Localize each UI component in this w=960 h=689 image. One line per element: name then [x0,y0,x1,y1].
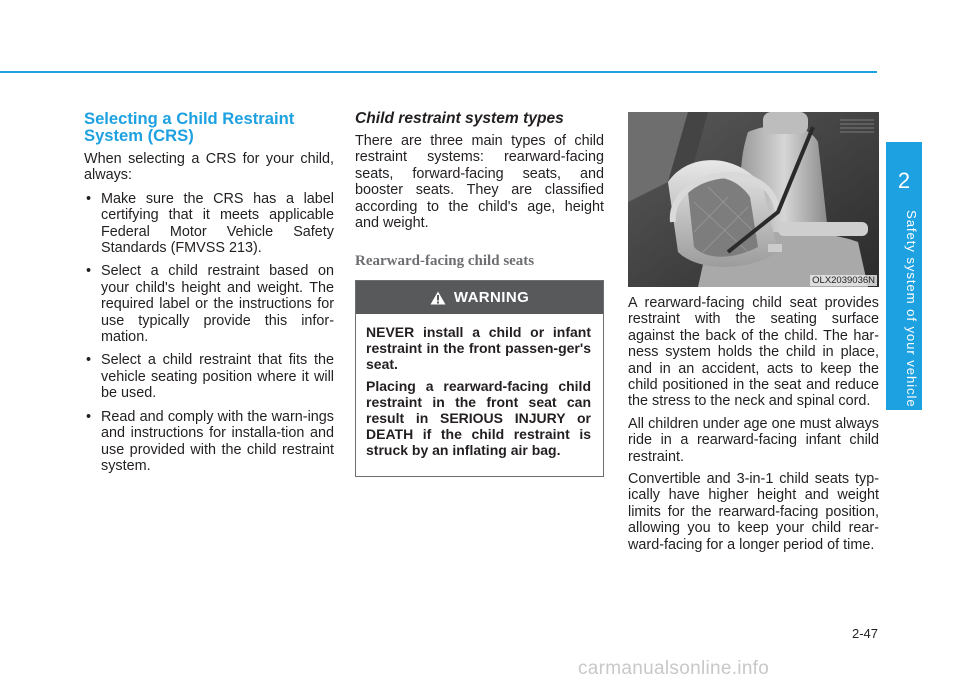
middle-column [355,110,604,477]
warning-header [356,281,603,314]
under-one-paragraph: All children under age one must always ride in a rearward-facing infant child restraint. [628,415,879,465]
bullet-item [84,352,334,401]
right-column [628,110,879,559]
subheading-rearward-facing: Rearward-facing child seats [355,253,535,270]
header-rule [0,71,877,73]
chapter-title: Safety system of your vehicle [904,210,919,408]
rear-facing-child-seat-illustration [628,112,879,287]
warning-label: WARNING [453,289,530,307]
child-seat-illustration-graphic [628,112,879,287]
bullet-list [84,191,334,475]
chapter-number: 2 [897,168,911,193]
bullet-text: Select a child restraint that fits the vehicle seating position where it will be used. [101,352,334,402]
warning-text: Placing a rearward-facing child restraint in the front seat can result in SERIOUS INJURY or DEATH if the child restraint is struck by an inflating air bag. [366,378,591,459]
warning-text: NEVER install a child or infant restraint in the front passen-ger's seat. [366,324,591,373]
left-column [84,110,334,481]
warning-body [356,314,603,476]
figure-code: OLX2039036N [812,275,875,286]
bullet-dot-icon: • [86,263,92,280]
bullet-item [84,409,334,475]
bullet-text: Select a child restraint based on your child's height and weight. The required label or the instructions for use typically provide this infor-mation. [101,263,334,346]
bullet-text: Make sure the CRS has a label certifying that it meets applicable Federal Motor Vehicle Safety Standards (FMVSS 213). [101,190,334,257]
section-heading-selecting-crs: Selecting a Child Restraint System (CRS) [84,109,295,145]
bullet-text: Read and comply with the warn-ings and instructions for installa-tion and use provided with the child restraint system. [101,408,334,474]
bullet-item [84,191,334,257]
section-heading-crs-types: Child restraint system types [355,110,564,127]
intro-text: When selecting a CRS for your child, always: [84,151,334,184]
bullet-dot-icon: • [86,190,92,207]
rear-facing-paragraph: A rearward-facing child seat provides restraint with the seating surface against the back of the child. The har-ness system holds the child in place, and in an accident, acts to keep the child positioned in the seat and reduce the stress to the neck and spinal cord. [628,295,879,410]
bullet-dot-icon: • [86,408,92,425]
bullet-dot-icon: • [86,352,92,369]
warning-triangle-icon [430,291,446,305]
convertible-paragraph: Convertible and 3-in-1 child seats typ-ically have higher height and weight limits for the rearward-facing position, allowing you to keep your child rear-ward-facing for a longer period of time. [628,471,879,553]
watermark: carmanualsonline.info [578,658,770,679]
page-number: 2-47 [851,626,878,641]
crs-types-paragraph: There are three main types of child restraint systems: rearward-facing seats, forward-facing seats, and booster seats. They are classified according to the child's age, height and weight. [355,133,604,232]
warning-box [355,280,604,477]
bullet-item [84,263,334,345]
